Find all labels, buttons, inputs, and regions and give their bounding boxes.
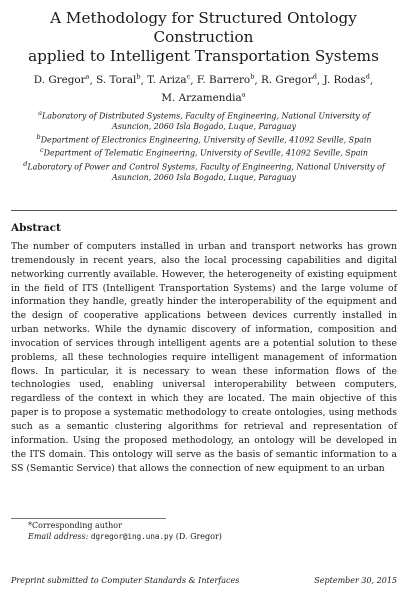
- author-list: D. Gregor$^a$, S. Toral$^b$, T. Ariza$^c$, F. Barrero$^b$, R. Gregor$^d$, J. Rodas$^d$, M. Arzamendia$^a$: [33, 73, 374, 104]
- author: M. Arzamendia$^a$: [161, 90, 246, 104]
- footer-date: September 30, 2015: [314, 576, 397, 585]
- email-line: [28, 531, 388, 542]
- title-line: A Methodology for Structured Ontology Construction: [50, 9, 357, 46]
- paper-title: [0, 9, 407, 66]
- affiliation-list: [18, 108, 390, 183]
- footnote-rule: [11, 518, 166, 519]
- preprint-note: Preprint submitted to Computer Standards & Interfaces: [11, 576, 240, 585]
- email-label: Email address:: [28, 532, 89, 541]
- author: T. Ariza$^c$: [147, 73, 191, 87]
- author: J. Rodas$^d$: [323, 73, 370, 87]
- affiliation: $^c$Department of Telematic Engineering, University of Seville, 41092 Seville, Spain: [39, 146, 369, 158]
- author: D. Gregor$^a$: [33, 73, 90, 87]
- email-owner: (D. Gregor): [175, 532, 222, 541]
- page-footer: [11, 576, 397, 585]
- author: F. Barrero$^b$: [196, 73, 255, 87]
- title-line: applied to Intelligent Transportation Systems: [28, 47, 379, 65]
- email-address[interactable]: dgregor@ing.una.py: [90, 532, 174, 541]
- affiliation: $^d$Laboratory of Power and Control Systems, Faculty of Engineering, National University of Asuncion, 2060 Isla Bogado, Luque, Paraguay: [23, 159, 385, 182]
- affiliation: $^a$Laboratory of Distributed Systems, Faculty of Engineering, National University of Asuncion, 2060 Isla Bogado, Luque, Paraguay: [38, 109, 370, 131]
- author: S. Toral$^b$: [96, 73, 141, 87]
- footnote: [28, 520, 388, 542]
- author: R. Gregor$^d$: [260, 73, 317, 87]
- abstract-text: The number of computers installed in urban and transport networks has grown tremendously in recent years, also the local processing capabilities and digital networking currently available. However, the heterogeneity of existing equipment in the field of ITS (Intelligent Transportation Systems) and the large volume of information they handle, greatly hinder the interoperability of the equipment and the design of cooperative applications between devices currently installed in urban networks. While the dynamic discovery of information, composition and invocation of services through intelligent agents are a potential solution to these problems, all these technologies require intelligent management of information flows. In particular, it is necessary to wean these information flows of the technologies used, enabling universal interoperability between computers, regardless of the context in which they are located. The main objective of this paper is to propose a systematic methodology to create ontologies, using methods such as a semantic clustering algorithms for retrieval and representation of information. Using the proposed methodology, an ontology will be developed in the ITS domain. This ontology will serve as the basis of semantic information to a SS (Semantic Service) that allows the connection of new equipment to an urban: [11, 241, 397, 474]
- abstract-top-rule: [11, 210, 397, 211]
- corresponding-author-note: *Corresponding author: [28, 521, 122, 530]
- abstract-heading: Abstract: [11, 222, 61, 234]
- affiliation: $^b$Department of Electronics Engineering, University of Seville, 41092 Seville, Spain: [36, 132, 372, 145]
